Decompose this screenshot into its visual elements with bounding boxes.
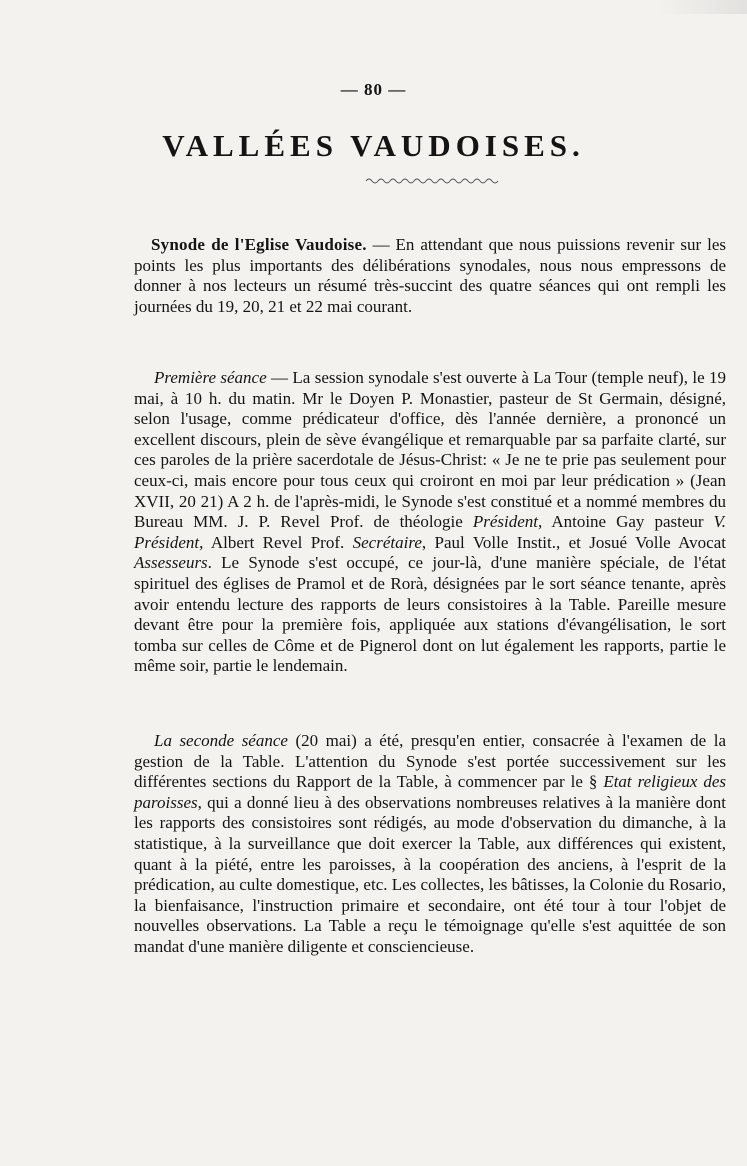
paragraph-text: , Antoine Gay pasteur	[538, 512, 714, 532]
paragraph-text: — La session synodale s'est ouverte à La Tour (temple neuf), le 19 mai, à 10 h. du matin. Mr le Doyen P. Monastier, pasteur de St Germain, désigné, selon l'usage, comme prédicateur d'office, dès l'année dernière, a prononcé un excellent discours, plein de sève évangélique et remarquable par sa parfaite clarté, sur ces paroles de la prière sacerdotale de Jésus-Christ: « Je ne te prie pas seulement pour ceux-ci, mais encore pour tous ceux qui croiront en moi par leur prédication » (Jean XVII, 20 21) A 2 h. de l'après-midi, le Synode s'est constitué et a nommé membres du Bureau MM. J. P. Revel Prof. de théologie	[134, 368, 726, 532]
role-label: V. Président	[134, 512, 726, 552]
paragraph-text: , qui a donné lieu à des observations nombreuses relatives à la manière dont les rapports des consistoires sont rédigés, au mode d'observation du dimanche, à la statistique, à la surveillance que doit exercer la Table, aux différences qui existent, quant à la piété, entre les paroisses, à la coopération des anciens, à l'esprit de la prédication, au culte domestique, etc. Les collectes, les bâtisses, la Colonie du Rosario, la bienfaisance, l'instruction primaire et secondaire, ont été tour à tour l'objet de nouvelles observations. La Table a reçu le témoignage qu'elle s'est aquittée de son mandat d'une manière diligente et consciencieuse.	[134, 792, 727, 956]
paragraph-text: — En attendant que nous puissions revenir sur les points les plus importants des délibérations synodales, nous nous empressons de donner à nos lecteurs un résumé très-succint des quatre séances qui ont rempli les journées du 19, 20, 21 et 22 mai courant.	[134, 235, 726, 316]
role-label: Président	[472, 512, 538, 532]
paragraph-text: , Albert Revel Prof.	[199, 532, 353, 552]
paragraph-premiere-seance	[134, 368, 726, 677]
paragraph-text: (20 mai) a été, presqu'en entier, consacrée à l'examen de la gestion de la Table. L'attention du Synode s'est portée successivement sur les différentes sections du Rapport de la Table, à commencer par le §	[134, 731, 726, 792]
paragraph-synode	[134, 235, 726, 317]
section-reference: Etat religieux des paroisses	[134, 772, 726, 812]
role-label: Assesseurs	[134, 553, 208, 573]
paragraph-text: . Le Synode s'est occupé, ce jour-là, d'une manière spéciale, de l'état spirituel des églises de Pramol et de Rorà, désignées par le sort séance tenante, après avoir entendu lecture des rapports de leurs consistoires à la Table. Pareille mesure devant être pour la première fois, appliquée aux stations d'évangélisation, le sort tomba sur celles de Côme et de Pignerol dont on lut également les rapports, partie le même soir, partie le lendemain.	[134, 553, 726, 676]
paragraph-heading: Première séance	[154, 368, 267, 387]
paragraph-heading: Synode de l'Eglise Vaudoise.	[151, 235, 367, 254]
section-title: VALLÉES VAUDOISES.	[162, 128, 585, 163]
scan-edge-mark	[657, 0, 747, 14]
paragraph-seconde-seance	[134, 731, 726, 958]
paragraph-text: , Paul Volle Instit., et Josué Volle Avocat	[421, 532, 726, 552]
role-label: Secrétaire	[352, 532, 422, 552]
page-number: — 80 —	[340, 80, 407, 99]
decorative-flourish	[364, 176, 504, 186]
paragraph-heading: La seconde séance	[154, 731, 288, 750]
